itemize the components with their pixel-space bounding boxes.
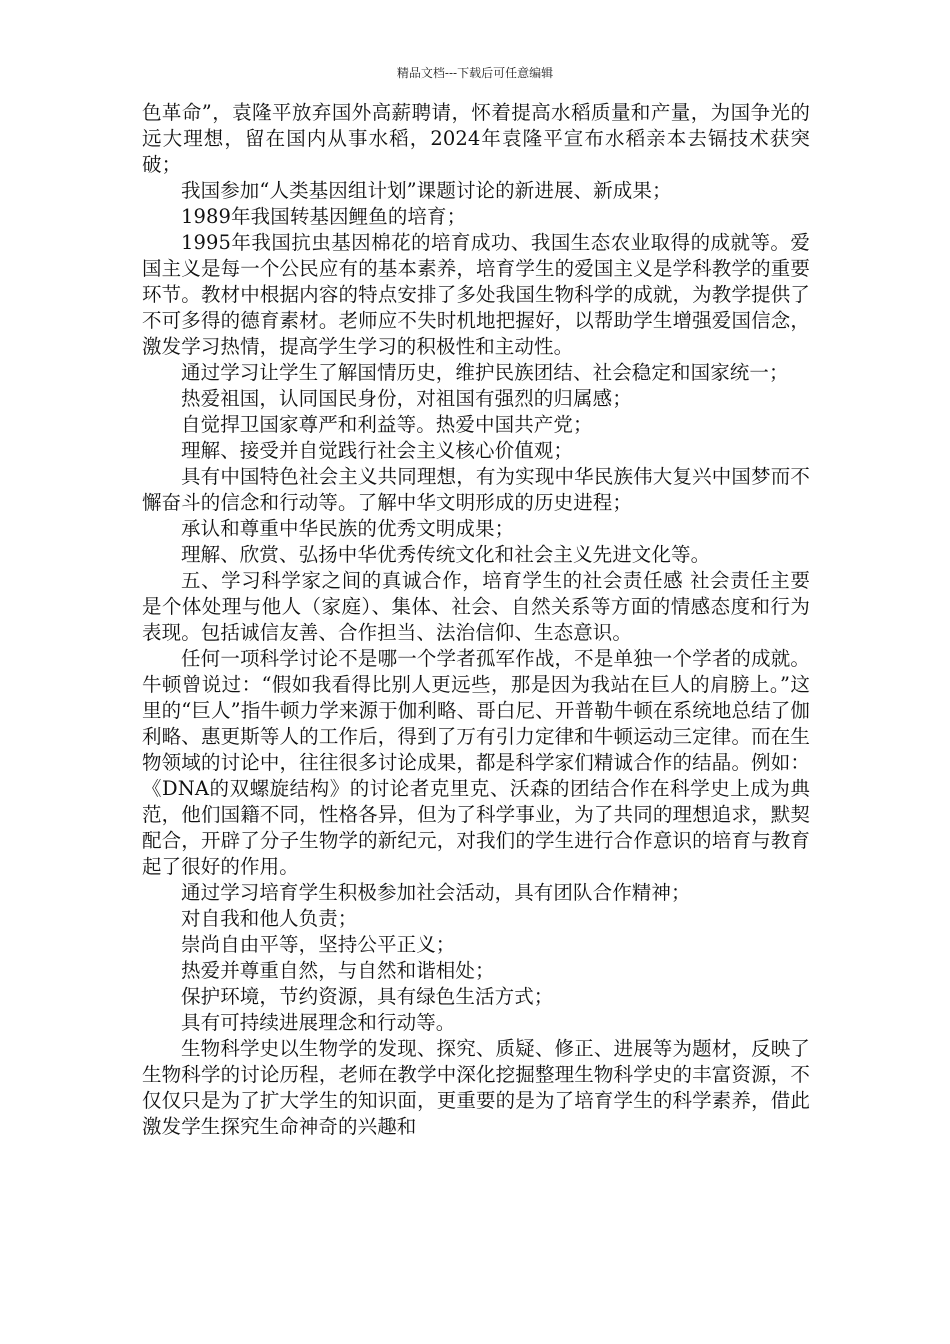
paragraph: 保护环境，节约资源，具有绿色生活方式； <box>181 985 554 1008</box>
paragraph: 生物科学史以生物学的发现、探究、质疑、修正、进展等为题材，反映了生物科学的讨论历程，老师在教学中深化挖掘整理生物科学史的丰富资源，不仅仅只是为了扩大学生的知识面，更重要的是为了培育学生的科学素养，借此激发学生探究生命神奇的兴趣和 <box>142 1037 810 1138</box>
paragraph: 自觉捍卫国家尊严和利益等。热爱中国共产党； <box>181 413 593 436</box>
paragraph: 具有中国特色社会主义共同理想，有为实现中华民族伟大复兴中国梦而不懈奋斗的信念和行动等。了解中华文明形成的历史进程； <box>142 465 810 514</box>
paragraph: 通过学习让学生了解国情历史，维护民族团结、社会稳定和国家统一； <box>181 361 789 384</box>
paragraph: 具有可持续进展理念和行动等。 <box>181 1011 456 1034</box>
paragraph: 理解、接受并自觉践行社会主义核心价值观； <box>181 439 574 462</box>
paragraph: 对自我和他人负责； <box>181 907 358 930</box>
paragraph: 通过学习培育学生积极参加社会活动，具有团队合作精神； <box>181 881 691 904</box>
paragraph: 色革命”，袁隆平放弃国外高薪聘请，怀着提高水稻质量和产量，为国争光的远大理想，留在国内从事水稻，2024年袁隆平宣布水稻亲本去镉技术获突破； <box>142 101 810 176</box>
section-heading-paragraph: 五、学习科学家之间的真诚合作，培育学生的社会责任感 社会责任主要是个体处理与他人（家庭）、集体、社会、自然关系等方面的情感态度和行为表现。包括诚信友善、合作担当、法治信仰、生态意识。 <box>142 569 810 644</box>
paragraph: 崇尚自由平等，坚持公平正义； <box>181 933 456 956</box>
paragraph: 任何一项科学讨论不是哪一个学者孤军作战，不是单独一个学者的成就。牛顿曾说过：“假如我看得比别人更远些，那是因为我站在巨人的肩膀上。”这里的“巨人”指牛顿力学来源于伽利略、哥白尼、开普勒牛顿在系统地总结了伽利略、惠更斯等人的工作后，得到了万有引力定律和牛顿运动三定律。而在生物领域的讨论中，往往很多讨论成果，都是科学家们精诚合作的结晶。例如：《DNA的双螺旋结构》的讨论者克里克、沃森的团结合作在科学史上成为典范，他们国籍不同，性格各异，但为了科学事业，为了共同的理想追求，默契配合，开辟了分子生物学的新纪元，对我们的学生进行合作意识的培育与教育起了很好的作用。 <box>142 647 810 878</box>
document-body <box>142 100 810 1140</box>
paragraph: 热爱并尊重自然，与自然和谐相处； <box>181 959 495 982</box>
paragraph: 热爱祖国，认同国民身份，对祖国有强烈的归属感； <box>181 387 632 410</box>
page-header: 精品文档---下载后可任意编辑 <box>396 66 554 80</box>
paragraph: 承认和尊重中华民族的优秀文明成果； <box>181 517 515 540</box>
paragraph: 理解、欣赏、弘扬中华优秀传统文化和社会主义先进文化等。 <box>181 543 711 566</box>
paragraph: 我国参加“人类基因组计划”课题讨论的新进展、新成果； <box>181 179 672 202</box>
paragraph: 1995年我国抗虫基因棉花的培育成功、我国生态农业取得的成就等。爱国主义是每一个公民应有的基本素养，培育学生的爱国主义是学科教学的重要环节。教材中根据内容的特点安排了多处我国生物科学的成就，为教学提供了不可多得的德育素材。老师应不失时机地把握好，以帮助学生增强爱国信念，激发学习热情，提高学生学习的积极性和主动性。 <box>142 231 810 358</box>
paragraph: 1989年我国转基因鲤鱼的培育； <box>181 205 467 228</box>
